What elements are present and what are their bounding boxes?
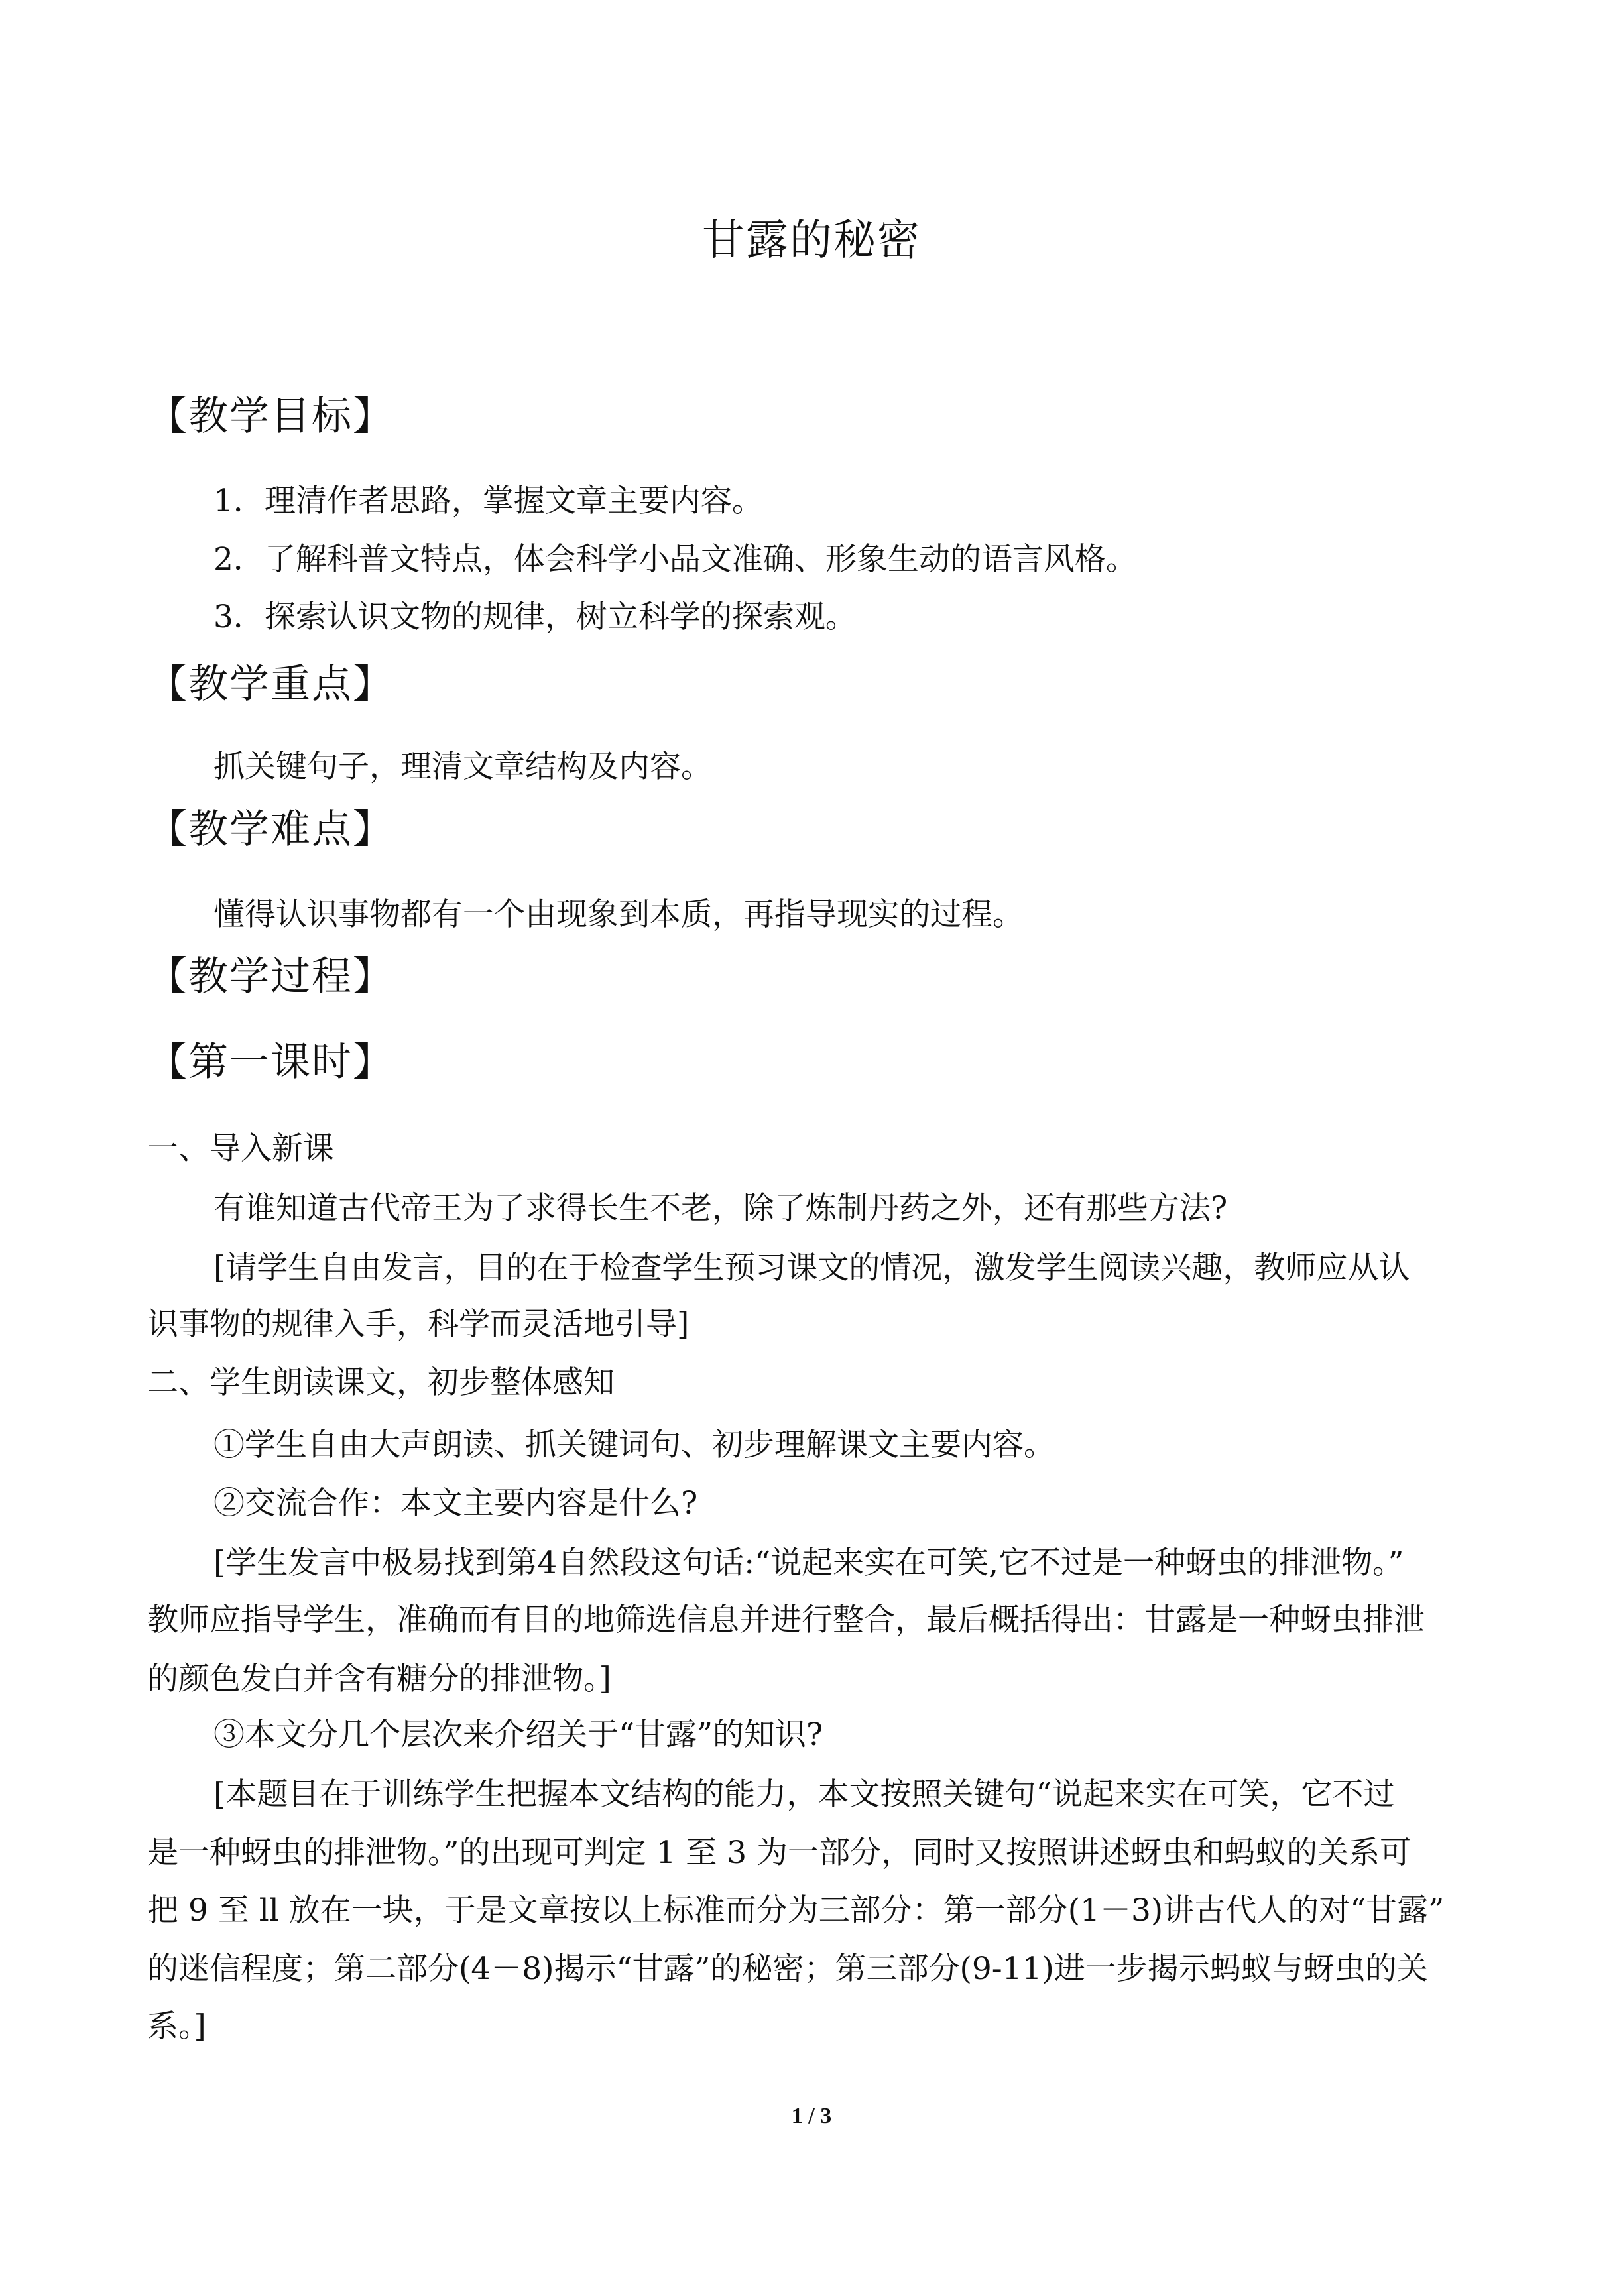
part2-note2-line-3: 的颜色发白并含有糖分的排泄物。]	[147, 1661, 611, 1697]
heading-process: 【教学过程】	[147, 953, 394, 1000]
part2-step-2: ②交流合作：本文主要内容是什么?	[213, 1485, 698, 1522]
part2-heading: 二、学生朗读课文，初步整体感知	[147, 1364, 615, 1401]
part2-note3-line-3: 把 9 至 ll 放在一块，于是文章按以上标准而分为三部分：第一部分(1－3)讲古代人的对“甘露”	[147, 1892, 1445, 1929]
part2-note3-line-4: 的迷信程度；第二部分(4－8)揭示“甘露”的秘密；第三部分(9-11)进一步揭示蚂蚁与蚜虫的关	[147, 1951, 1428, 1987]
page-number: 1 / 3	[791, 2104, 832, 2128]
heading-key-points: 【教学重点】	[147, 661, 394, 707]
part2-note3-line-5: 系。]	[147, 2008, 206, 2045]
part1-note-line-1: [请学生自由发言，目的在于检查学生预习课文的情况，激发学生阅读兴趣，教师应从认	[213, 1250, 1410, 1286]
part1-heading: 一、导入新课	[147, 1130, 334, 1167]
part2-note2-line-2: 教师应指导学生，准确而有目的地筛选信息并进行整合，最后概括得出：甘露是一种蚜虫排泄	[147, 1602, 1425, 1638]
key-points-text: 抓关键句子，理清文章结构及内容。	[213, 749, 712, 785]
part2-step-3: ③本文分几个层次来介绍关于“甘露”的知识?	[213, 1717, 823, 1753]
part1-note-line-2: 识事物的规律入手，科学而灵活地引导]	[147, 1306, 690, 1343]
part2-note2-line-1: [学生发言中极易找到第4自然段这句话:“说起来实在可笑,它不过是一种蚜虫的排泄物。”	[213, 1545, 1404, 1581]
heading-first-lesson: 【第一课时】	[147, 1039, 394, 1085]
objective-item-2: 2．了解科普文特点，体会科学小品文准确、形象生动的语言风格。	[213, 541, 1137, 577]
part2-note3-line-1: [本题目在于训练学生把握本文结构的能力，本文按照关键句“说起来实在可笑，它不过	[213, 1776, 1395, 1813]
objective-item-1: 1．理清作者思路，掌握文章主要内容。	[213, 483, 763, 519]
objective-item-3: 3．探索认识文物的规律，树立科学的探索观。	[213, 599, 857, 635]
part1-question: 有谁知道古代帝王为了求得长生不老，除了炼制丹药之外，还有那些方法?	[213, 1190, 1228, 1227]
part2-note3-line-2: 是一种蚜虫的排泄物。”的出现可判定 1 至 3 为一部分，同时又按照讲述蚜虫和蚂蚁的关系可	[147, 1835, 1412, 1871]
part2-step-1: ①学生自由大声朗读、抓关键词句、初步理解课文主要内容。	[213, 1427, 1055, 1463]
difficulties-text: 懂得认识事物都有一个由现象到本质，再指导现实的过程。	[213, 896, 1024, 933]
heading-difficulties: 【教学难点】	[147, 806, 394, 853]
heading-objectives: 【教学目标】	[147, 393, 394, 440]
page-title: 甘露的秘密	[702, 216, 921, 265]
